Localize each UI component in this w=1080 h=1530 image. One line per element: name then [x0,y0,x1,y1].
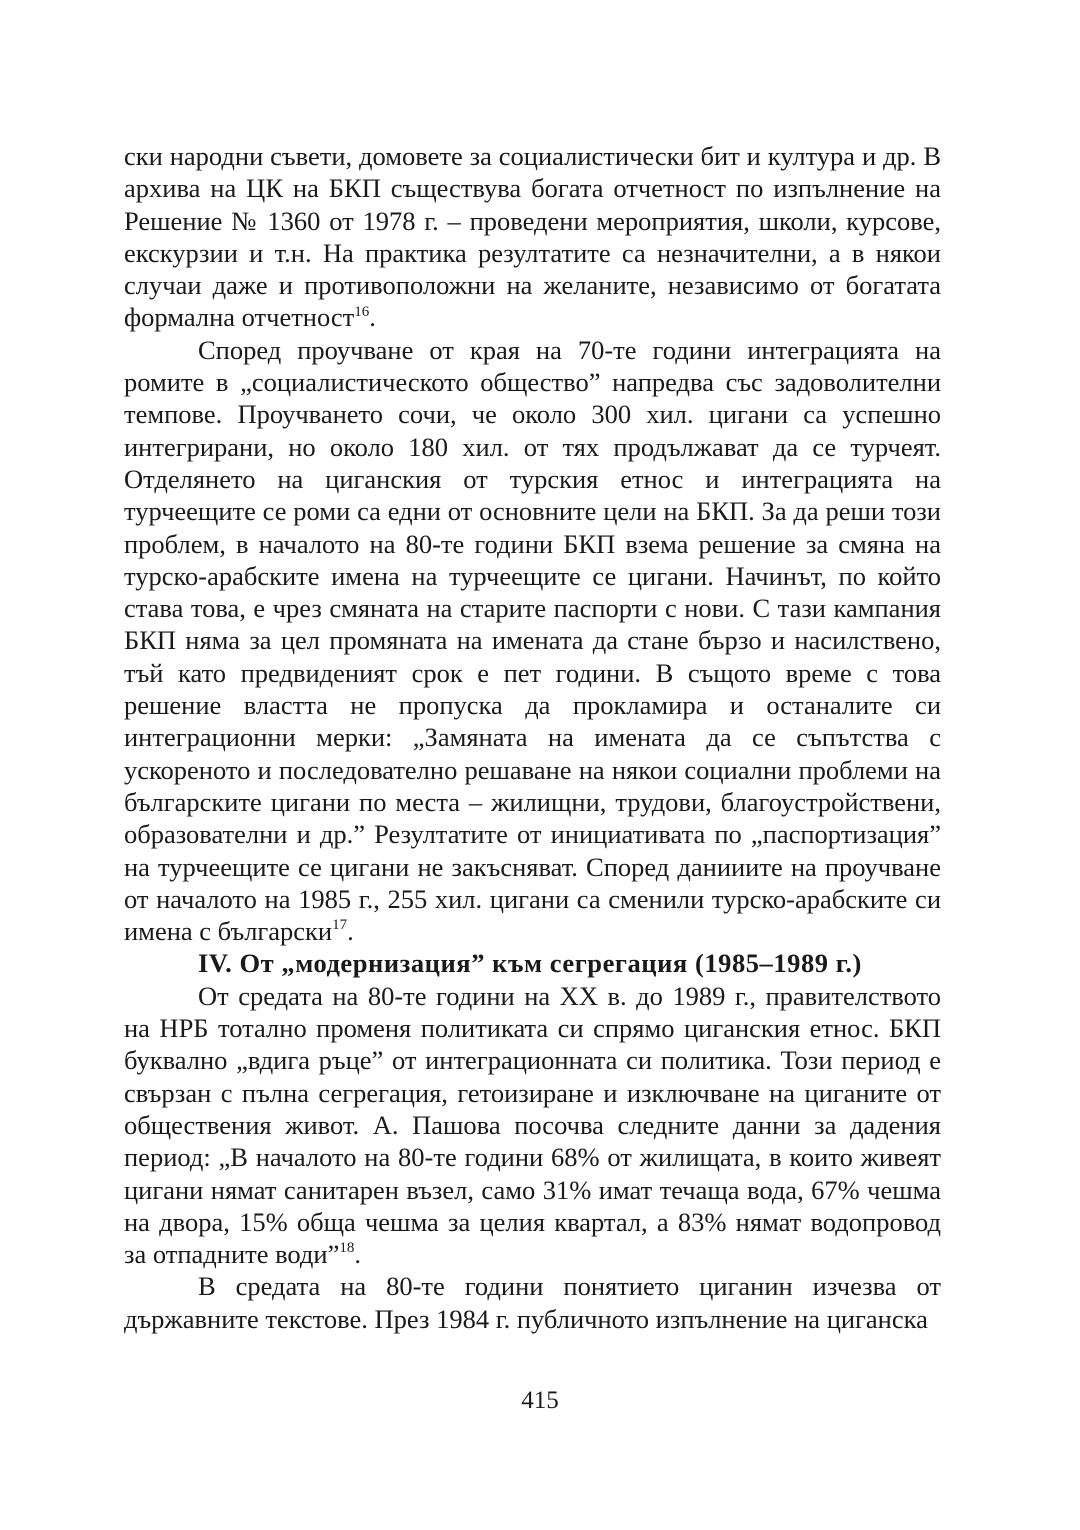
paragraph-segregation [124,980,941,1271]
sentence-end: . [369,302,376,333]
page-number: 415 [521,1387,559,1414]
footnote-ref[interactable]: 16 [354,303,370,320]
sentence-end: . [347,916,354,947]
sentence-end: . [354,1239,361,1270]
paragraph-integration [124,334,941,948]
paragraph-text: От средата на 80-те години на XX в. до 1989 г., правителството на НРБ тотално променя политиката си спрямо циганския етнос. БКП буквално „вдига ръце” от интеграционната си политика. Този период е свързан с пълна сегрегация, гетоизиране и изключване на циганите от обществения живот. А. Пашова посочва следните данни за дадения период: „В началото на 80-те години 68% от жилищата, в които живеят цигани нямат санитарен възел, само 31% имат течаща вода, 67% чешма на двора, 15% обща чешма за целия квартал, а 83% нямат водопровод за отпадните води” [124,980,941,1270]
paragraph-continued [124,140,941,334]
footnote-ref[interactable]: 17 [332,917,348,934]
paragraph-text: Според проучване от края на 70-те години интеграцията на ромите в „социалистическото общество” напредва със задоволителни темпове. Проучването сочи, че около 300 хил. цигани са успешно интегрирани, но около 180 хил. от тях продължават да се турчеят. Отделянето на циганския от турския етнос и интеграцията на турчеещите се роми са едни от основните цели на БКП. За да реши този проблем, в началото на 80-те години БКП взема решение за смяна на турско-арабските имена на турчеещите се цигани. Начинът, по който става това, е чрез смяната на старите паспорти с нови. С тази кампания БКП няма за цел промяната на имената да стане бързо и насилствено, тъй като предвиденият срок е пет години. В същото време с това решение властта не пропуска да прокламира и останалите си интеграционни мерки: „Замяната на имената да се съпътства с ускореното и последователно решаване на някои социални проблеми на българските цигани по места – жилищни, трудови, благоустройствени, образователни и др.” Резултатите от инициативата по „паспортизация” на турчеещите се цигани не закъсняват. Според данииите на проучване от началото на 1985 г., 255 хил. цигани са сменили турско-арабските си имена с български [124,334,941,947]
paragraph-text: В средата на 80-те години понятието циганин изчезва от държавните текстове. През 1984 г. публичното изпълнение на циганска [124,1271,941,1334]
section-heading: IV. От „модернизация” към сегрегация (1985–1989 г.) [198,948,862,979]
paragraph-text: ски народни съвети, домовете за социалистически бит и култура и др. В архива на ЦК на БКП съществува богата отчетност по изпълнение на Решение № 1360 от 1978 г. – проведени мероприятия, школи, курсове, екскурзии и т.н. На практика резултатите са незначителни, а в някои случаи даже и противоположни на желаните, независимо от богатата формална отчетност [124,141,941,333]
footnote-ref[interactable]: 18 [339,1240,355,1257]
page-body [124,140,941,1335]
paragraph-mid-80s [124,1270,941,1335]
